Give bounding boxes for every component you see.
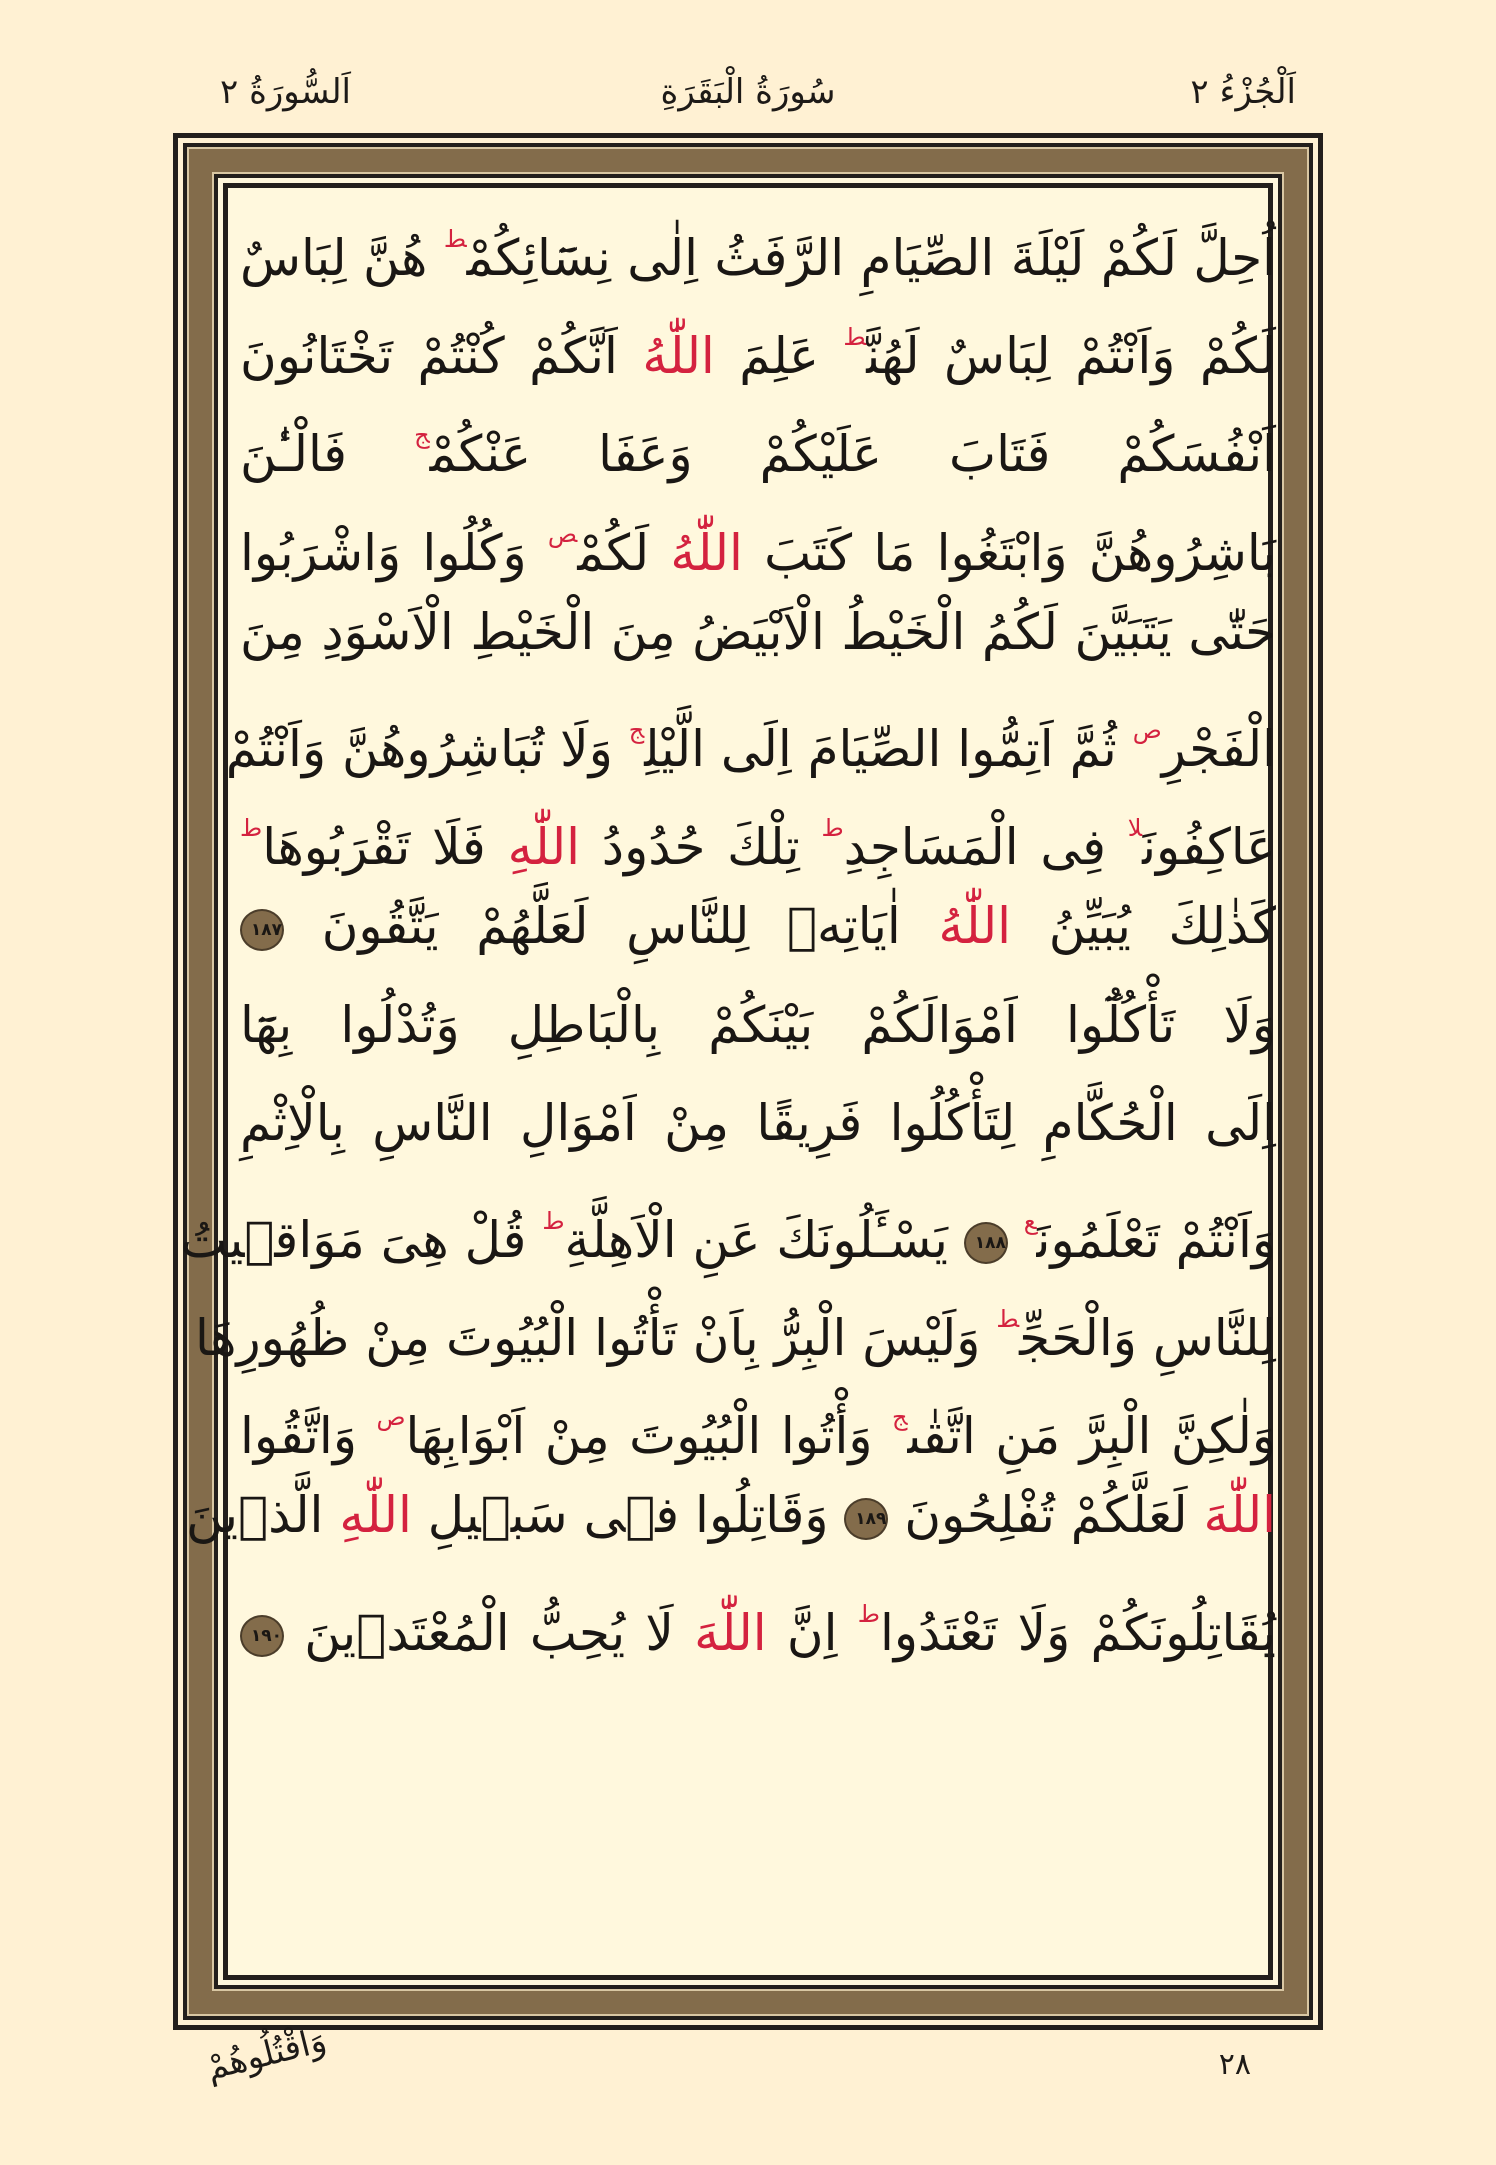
verse-text: لَكُمْ: [577, 523, 671, 582]
text-line: [240, 1368, 1276, 1466]
text-line: [240, 485, 1276, 583]
text-line: [240, 386, 1276, 484]
verse-text: اٰيَاتِه۪ لِلنَّاسِ لَعَلَّهُمْ يَتَّقُونَ: [284, 897, 939, 956]
pause-mark: ط: [996, 1305, 1020, 1334]
verse-text: لَا يُحِبُّ الْمُعْتَد۪ينَ: [284, 1603, 695, 1662]
pause-mark: ط: [443, 225, 467, 253]
quran-text-block: [180, 190, 1277, 1980]
verse-text: وَلَيْسَ الْبِرُّ بِاَنْ تَأْتُوا الْبُيُوتَ مِنْ ظُهُورِهَا: [194, 1309, 997, 1368]
verse-text: اِنَّ: [766, 1603, 858, 1662]
verse-text: لَكُمْ وَاَنْتُمْ لِبَاسٌ لَهُنَّ: [866, 327, 1276, 386]
verse-text: وَلَا تُبَاشِرُوهُنَّ وَاَنْتُمْ: [225, 719, 629, 778]
surah-title: سُورَةُ الْبَقَرَةِ: [660, 72, 836, 112]
verse-number-medallion-icon: ١٨٩: [844, 1498, 888, 1540]
verse-text: الَّذ۪ينَ: [186, 1486, 340, 1545]
verse-text: فِى الْمَسَاجِدِ: [843, 818, 1128, 877]
pause-mark: ط: [857, 1599, 880, 1628]
divine-name: اللّٰهُ: [642, 327, 715, 386]
verse-text: [1008, 1211, 1024, 1269]
verse-number-medallion-icon: ١٩٠: [240, 1615, 284, 1657]
verse-text: يُقَاتِلُونَكُمْ وَلَا تَعْتَدُوا: [879, 1603, 1276, 1662]
verse-text: عَلِمَ: [714, 327, 844, 386]
text-line: [240, 288, 1276, 386]
verse-text: اَنْفُسَكُمْ فَتَابَ عَلَيْكُمْ وَعَفَا عَنْكُمْ: [429, 425, 1276, 484]
text-line: [240, 1565, 1276, 1663]
verse-text: ثُمَّ اَتِمُّوا الصِّيَامَ اِلَى الَّيْلِ: [644, 719, 1133, 778]
verse-text: تِلْكَ حُدُودُ: [580, 818, 822, 877]
divine-name: اللّٰهُ: [670, 523, 743, 582]
verse-text: يَسْـَٔلُونَكَ عَنِ الْاَهِلَّةِ: [564, 1210, 964, 1269]
verse-text: وَكُلُوا وَاشْرَبُوا: [240, 523, 548, 582]
text-line: [240, 779, 1276, 877]
text-line: [240, 877, 1276, 975]
verse-text: اُحِلَّ لَكُمْ لَيْلَةَ الصِّيَامِ الرَّفَثُ اِلٰى نِسَٓائِكُمْ: [466, 229, 1276, 287]
pause-mark: ص: [547, 519, 578, 548]
juz-label: اَلْجُزْءُ ٢: [1190, 72, 1296, 112]
verse-text: اِلَى الْحُكَّامِ لِتَأْكُلُوا فَرِيقًا مِنْ اَمْوَالِ النَّاسِ بِالْاِثْمِ: [240, 1093, 1276, 1152]
pause-mark: ج: [414, 421, 430, 450]
verse-number-medallion-icon: ١٨٧: [240, 909, 284, 951]
verse-text: لَعَلَّكُمْ تُفْلِحُونَ: [888, 1486, 1204, 1545]
text-line: [240, 1074, 1276, 1172]
verse-text: فَلَا تَقْرَبُوهَا: [262, 818, 508, 877]
pause-mark: ج: [628, 715, 645, 744]
verse-text: لِلنَّاسِ وَالْحَجِّ: [1019, 1309, 1276, 1368]
text-line: [194, 1270, 1276, 1368]
divine-name: اللّٰهَ: [1203, 1486, 1276, 1545]
verse-text: وَلٰكِنَّ الْبِرَّ مَنِ اتَّقٰى: [907, 1407, 1276, 1466]
text-line: [225, 681, 1276, 779]
text-line: [180, 1172, 1276, 1270]
verse-number-medallion-icon: ١٨٨: [964, 1222, 1008, 1264]
divine-name: اللّٰهِ: [507, 818, 581, 877]
verse-text: قُلْ هِىَ مَوَاق۪يتُ: [180, 1210, 543, 1269]
pause-mark: ص: [1132, 715, 1162, 744]
text-line: [240, 976, 1276, 1074]
text-line: [240, 583, 1276, 681]
verse-text: اَنَّكُمْ كُنْتُمْ تَخْتَانُونَ: [240, 327, 643, 386]
pause-mark: ط: [843, 323, 867, 352]
pause-mark: ع: [1023, 1206, 1037, 1235]
verse-text: وَأْتُوا الْبُيُوتَ مِنْ اَبْوَابِهَا: [405, 1407, 893, 1466]
divine-name: اللّٰهُ: [938, 897, 1011, 956]
divine-name: اللّٰهِ: [339, 1486, 412, 1545]
pause-mark: ص: [376, 1403, 406, 1432]
text-line: [186, 1466, 1276, 1564]
verse-text: فَالْـٰٔنَ: [240, 425, 415, 484]
verse-text: كَذٰلِكَ يُبَيِّنُ: [1011, 897, 1276, 956]
verse-text: حَتّٰى يَتَبَيَّنَ لَكُمُ الْخَيْطُ الْاَبْيَضُ مِنَ الْخَيْطِ الْاَسْوَدِ مِنَ: [240, 602, 1276, 661]
page-header: [0, 62, 1496, 122]
verse-text: الْفَجْرِ: [1161, 719, 1276, 778]
pause-mark: ط: [542, 1206, 565, 1235]
page-number: ٢٨: [1218, 2047, 1251, 2082]
verse-text: وَقَاتِلُوا ف۪ى سَب۪يلِ: [411, 1486, 845, 1545]
divine-name: اللّٰهَ: [694, 1603, 767, 1662]
surah-number-label: اَلسُّورَةُ ٢: [220, 72, 352, 112]
verse-text: وَاَنْتُمْ تَعْلَمُونَ: [1036, 1210, 1276, 1269]
pause-mark: ط: [821, 814, 844, 843]
verse-text: عَاكِفُونَ: [1142, 818, 1276, 877]
verse-text: وَلَا تَأْكُلُٓوا اَمْوَالَكُمْ بَيْنَكُمْ بِالْبَاطِلِ وَتُدْلُوا بِهَٓا: [240, 995, 1276, 1054]
verse-text: بَاشِرُوهُنَّ وَابْتَغُوا مَا كَتَبَ: [742, 523, 1277, 582]
text-line: [240, 190, 1276, 288]
catchword: وَاقْتُلُوهُمْ: [202, 2020, 331, 2089]
pause-mark: ج: [892, 1403, 908, 1432]
pause-mark: لا: [1127, 814, 1143, 843]
verse-text: هُنَّ لِبَاسٌ: [240, 229, 444, 287]
verse-text: وَاتَّقُوا: [240, 1407, 377, 1466]
pause-mark: ط: [240, 814, 263, 843]
